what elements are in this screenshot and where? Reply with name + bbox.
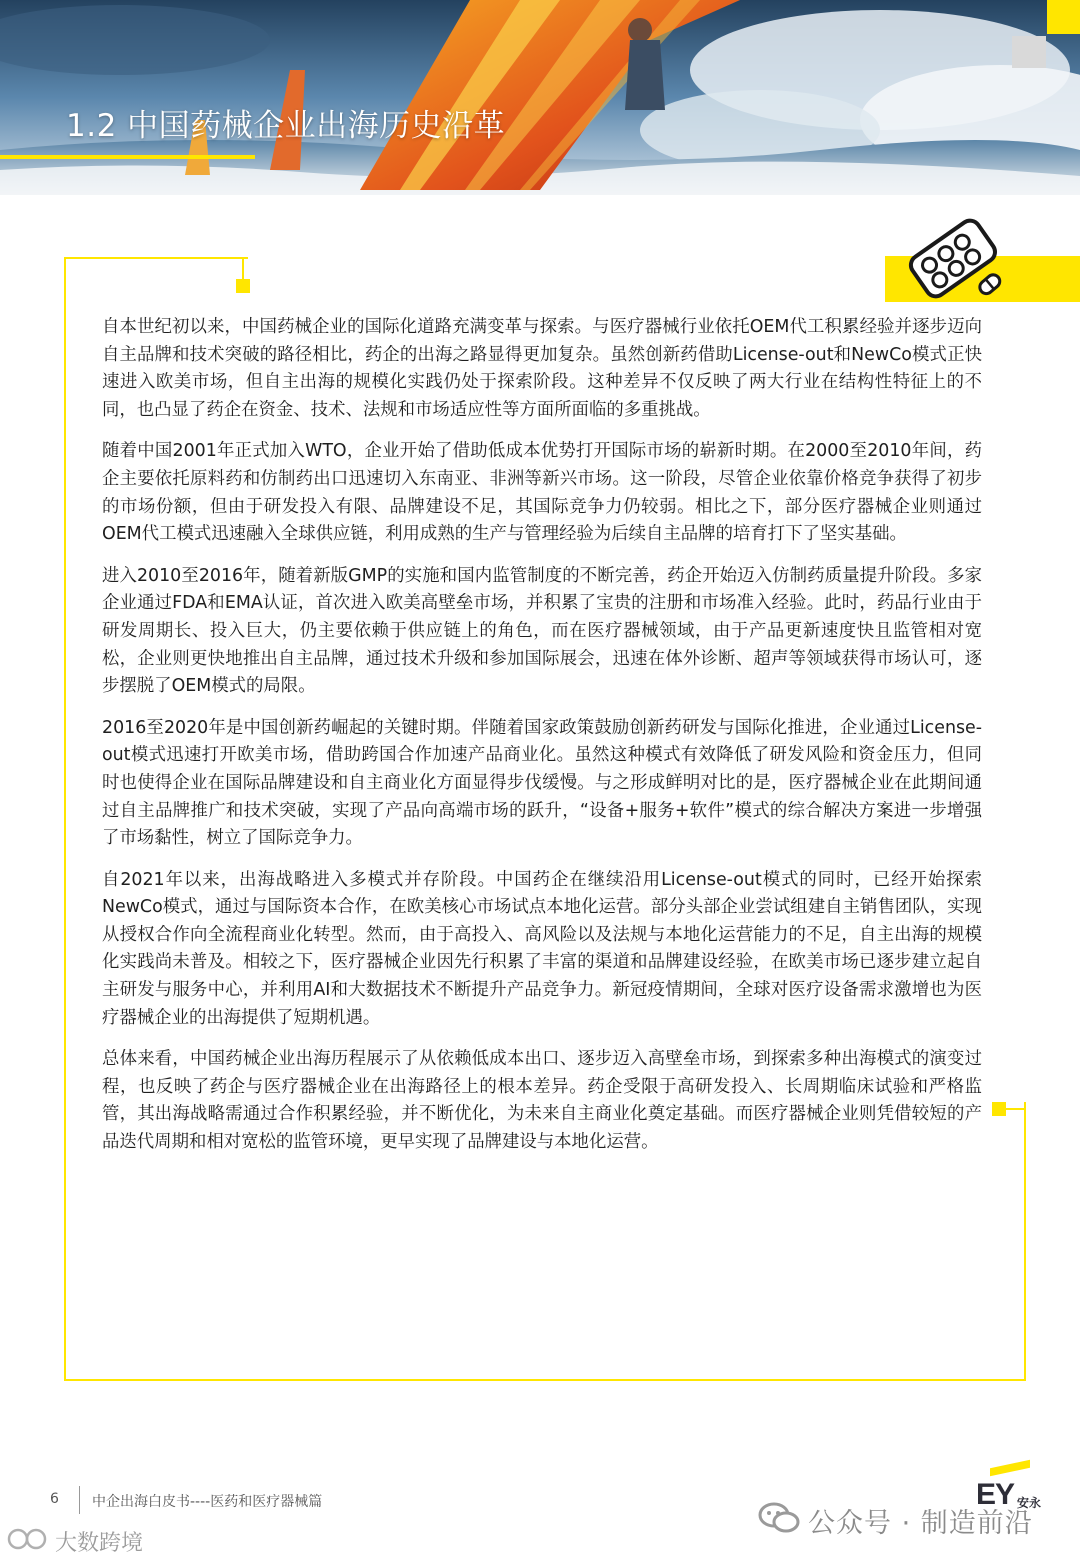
ey-logo: EY	[976, 1478, 1015, 1511]
paragraph: 总体来看，中国药械企业出海历程展示了从依赖低成本出口、逐步迈入高壁垒市场，到探索多种出海模式的演变过程，也反映了药企与医疗器械企业在出海路径上的根本差异。药企受限于高研发投入、长周期临床试验和严格监管，其出海战略需通过合作积累经验，并不断优化，为未来自主商业化奠定基础。而医疗器械企业则凭借较短的产品迭代周期和相对宽松的监管环境，更早实现了品牌建设与本地化运营。	[102, 1049, 982, 1153]
pill-blister-icon	[900, 218, 1010, 303]
windsurfer-photo	[0, 0, 1080, 195]
ey-logo-chinese: 安永	[1017, 1496, 1042, 1510]
watermark-logo-icon	[6, 1524, 52, 1554]
page-title: 1.2 中国药械企业出海历史沿革	[66, 108, 506, 144]
source-watermark: 大数跨境	[55, 1531, 144, 1556]
ey-logo-slash	[990, 1460, 1030, 1477]
publication-title: 中企出海白皮书----医药和医疗器械篇	[92, 1494, 323, 1510]
page-number: 6	[50, 1491, 59, 1507]
frame-corner-square-top	[236, 279, 250, 293]
title-underline	[0, 155, 255, 159]
paragraph: 自本世纪初以来，中国药械企业的国际化道路充满变革与探索。与医疗器械行业依托OEM代工积累经验并逐步迈向自主品牌和技术突破的路径相比，药企的出海之路显得更加复杂。虽然创新药借助License-out和NewCo模式正快速进入欧美市场，但自主出海的规模化实践仍处于探索阶段。这种差异不仅反映了两大行业在结构性特征上的不同，也凸显了药企在资金、技术、法规和市场适应性等方面所面临的多重挑战。	[102, 317, 982, 420]
corner-grey-square	[1012, 36, 1046, 68]
frame-tick-right	[1006, 1108, 1026, 1110]
frame-tick-top	[242, 257, 244, 279]
paragraph: 2016至2020年是中国创新药崛起的关键时期。伴随着国家政策鼓励创新药研发与国际化推进，企业通过License-out模式迅速打开欧美市场，借助跨国合作加速产品商业化。虽然这种模式有效降低了研发风险和资金压力，但同时也使得企业在国际品牌建设和自主商业化方面显得步伐缓慢。与之形成鲜明对比的是，医疗器械企业在此期间通过自主品牌推广和技术突破，实现了产品向高端市场的跃升，“设备+服务+软件”模式的综合解决方案进一步增强了市场黏性，树立了国际竞争力。	[102, 717, 982, 849]
frame-corner-square-right	[992, 1102, 1006, 1116]
header-banner	[0, 0, 1080, 195]
footer-divider	[79, 1486, 80, 1514]
ey-corner-mark	[1047, 0, 1080, 34]
wechat-watermark: 公众号 · 制造前沿	[808, 1508, 1033, 1539]
frame-gap-top	[248, 254, 888, 262]
paragraph: 自2021年以来，出海战略进入多模式并存阶段。中国药企在继续沿用License-out模式的同时，已经开始探索NewCo模式，通过与国际资本合作，在欧美核心市场试点本地化运营。部分头部企业尝试组建自主销售团队，实现从授权合作向全流程商业化转型。然而，由于高投入、高风险以及法规与本地化运营能力的不足，自主出海的规模化实践尚未普及。相较之下，医疗器械企业因先行积累了丰富的渠道和品牌建设经验，在欧美市场已逐步建立起自主研发与服务中心，并利用AI和大数据技术不断提升产品竞争力。新冠疫情期间，全球对医疗设备需求激增也为医疗器械企业的出海提供了短期机遇。	[102, 869, 982, 1028]
frame-gap-right	[1020, 302, 1030, 1102]
paragraph: 随着中国2001年正式加入WTO，企业开始了借助低成本优势打开国际市场的崭新时期。在2000至2010年间，药企主要依托原料药和仿制药出口迅速切入东南亚、非洲等新兴市场。这一阶段，尽管企业依靠价格竞争获得了初步的市场份额，但由于研发投入有限、品牌建设不足，其国际竞争力仍较弱。相比之下，部分医疗器械企业则通过OEM代工模式迅速融入全球供应链，利用成熟的生产与管理经验为后续自主品牌的培育打下了坚实基础。	[102, 441, 982, 545]
article-body	[102, 314, 982, 1171]
wechat-icon	[758, 1500, 800, 1536]
paragraph: 进入2010至2016年，随着新版GMP的实施和国内监管制度的不断完善，药企开始迈入仿制药质量提升阶段。多家企业通过FDA和EMA认证，首次进入欧美高壁垒市场，并积累了宝贵的注册和市场准入经验。此时，药品行业由于研发周期长、投入巨大，仍主要依赖于供应链上的角色，而在医疗器械领域，由于产品更新速度快且监管相对宽松，企业则更快地推出自主品牌，通过技术升级和参加国际展会，迅速在体外诊断、超声等领域获得市场认可，逐步摆脱了OEM模式的局限。	[102, 565, 982, 697]
